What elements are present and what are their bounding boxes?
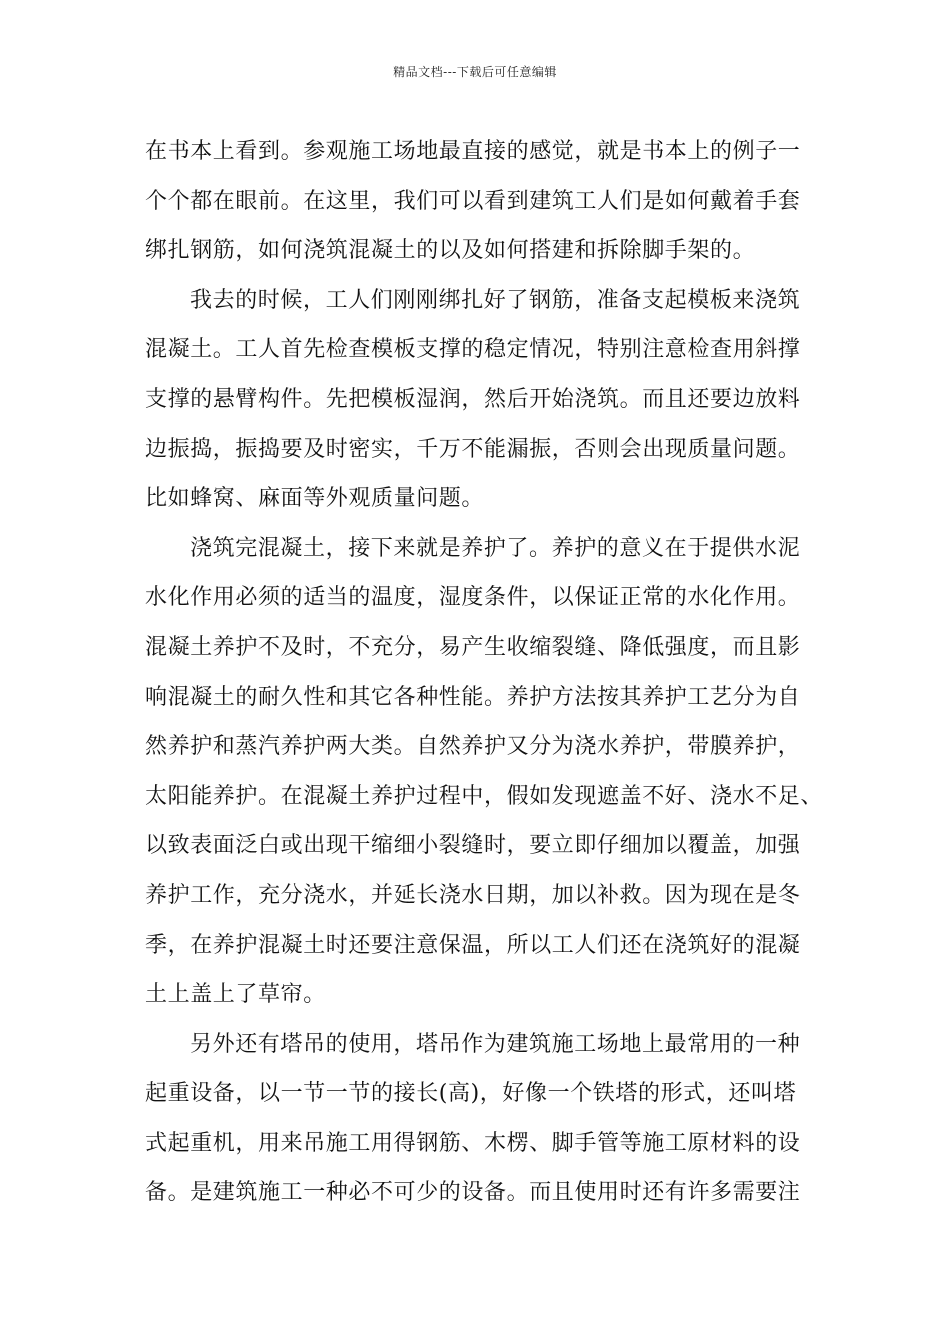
- text-line: 混凝土养护不及时，不充分，易产生收缩裂缝、降低强度，而且影: [145, 634, 801, 660]
- text-line: 以致表面泛白或出现干缩细小裂缝时，要立即仔细加以覆盖，加强: [145, 833, 801, 859]
- text-line: 土上盖上了草帘。: [145, 982, 326, 1008]
- text-line: 然养护和蒸汽养护两大类。自然养护又分为浇水养护，带膜养护，: [145, 734, 801, 760]
- text-line: 支撑的悬臂构件。先把模板湿润，然后开始浇筑。而且还要边放料: [145, 386, 801, 412]
- paragraph-first-line: 另外还有塔吊的使用，塔吊作为建筑施工场地上最常用的一种: [190, 1031, 801, 1057]
- text-line: 太阳能养护。在混凝土养护过程中，假如发现遮盖不好、浇水不足、: [145, 783, 824, 809]
- page-header: 精品文档---下载后可任意编辑: [393, 65, 557, 79]
- text-line: 混凝土。工人首先检查模板支撑的稳定情况，特别注意检查用斜撑: [145, 337, 801, 363]
- text-line: 个个都在眼前。在这里，我们可以看到建筑工人们是如何戴着手套: [145, 188, 801, 214]
- text-line: 养护工作，充分浇水，并延长浇水日期，加以补救。因为现在是冬: [145, 882, 801, 908]
- text-line: 季，在养护混凝土时还要注意保温，所以工人们还在浇筑好的混凝: [145, 932, 801, 958]
- body-text: [145, 127, 824, 1218]
- text-line: 响混凝土的耐久性和其它各种性能。养护方法按其养护工艺分为自: [145, 684, 801, 710]
- text-line: 比如蜂窝、麻面等外观质量问题。: [145, 486, 485, 512]
- text-line: 水化作用必须的适当的温度，湿度条件，以保证正常的水化作用。: [145, 585, 801, 611]
- text-line: 起重设备，以一节一节的接长(高)，好像一个铁塔的形式，还叫塔: [145, 1081, 797, 1107]
- text-line: 绑扎钢筋，如何浇筑混凝土的以及如何搭建和拆除脚手架的。: [145, 238, 756, 264]
- paragraph-first-line: 浇筑完混凝土，接下来就是养护了。养护的意义在于提供水泥: [190, 535, 801, 561]
- text-line: 备。是建筑施工一种必不可少的设备。而且使用时还有许多需要注: [145, 1180, 801, 1206]
- text-line: 边振捣，振捣要及时密实，千万不能漏振，否则会出现质量问题。: [145, 436, 801, 462]
- text-line: 式起重机，用来吊施工用得钢筋、木楞、脚手管等施工原材料的设: [145, 1130, 801, 1156]
- text-line: 在书本上看到。参观施工场地最直接的感觉，就是书本上的例子一: [145, 139, 801, 164]
- paragraph-first-line: 我去的时候，工人们刚刚绑扎好了钢筋，准备支起模板来浇筑: [190, 287, 801, 313]
